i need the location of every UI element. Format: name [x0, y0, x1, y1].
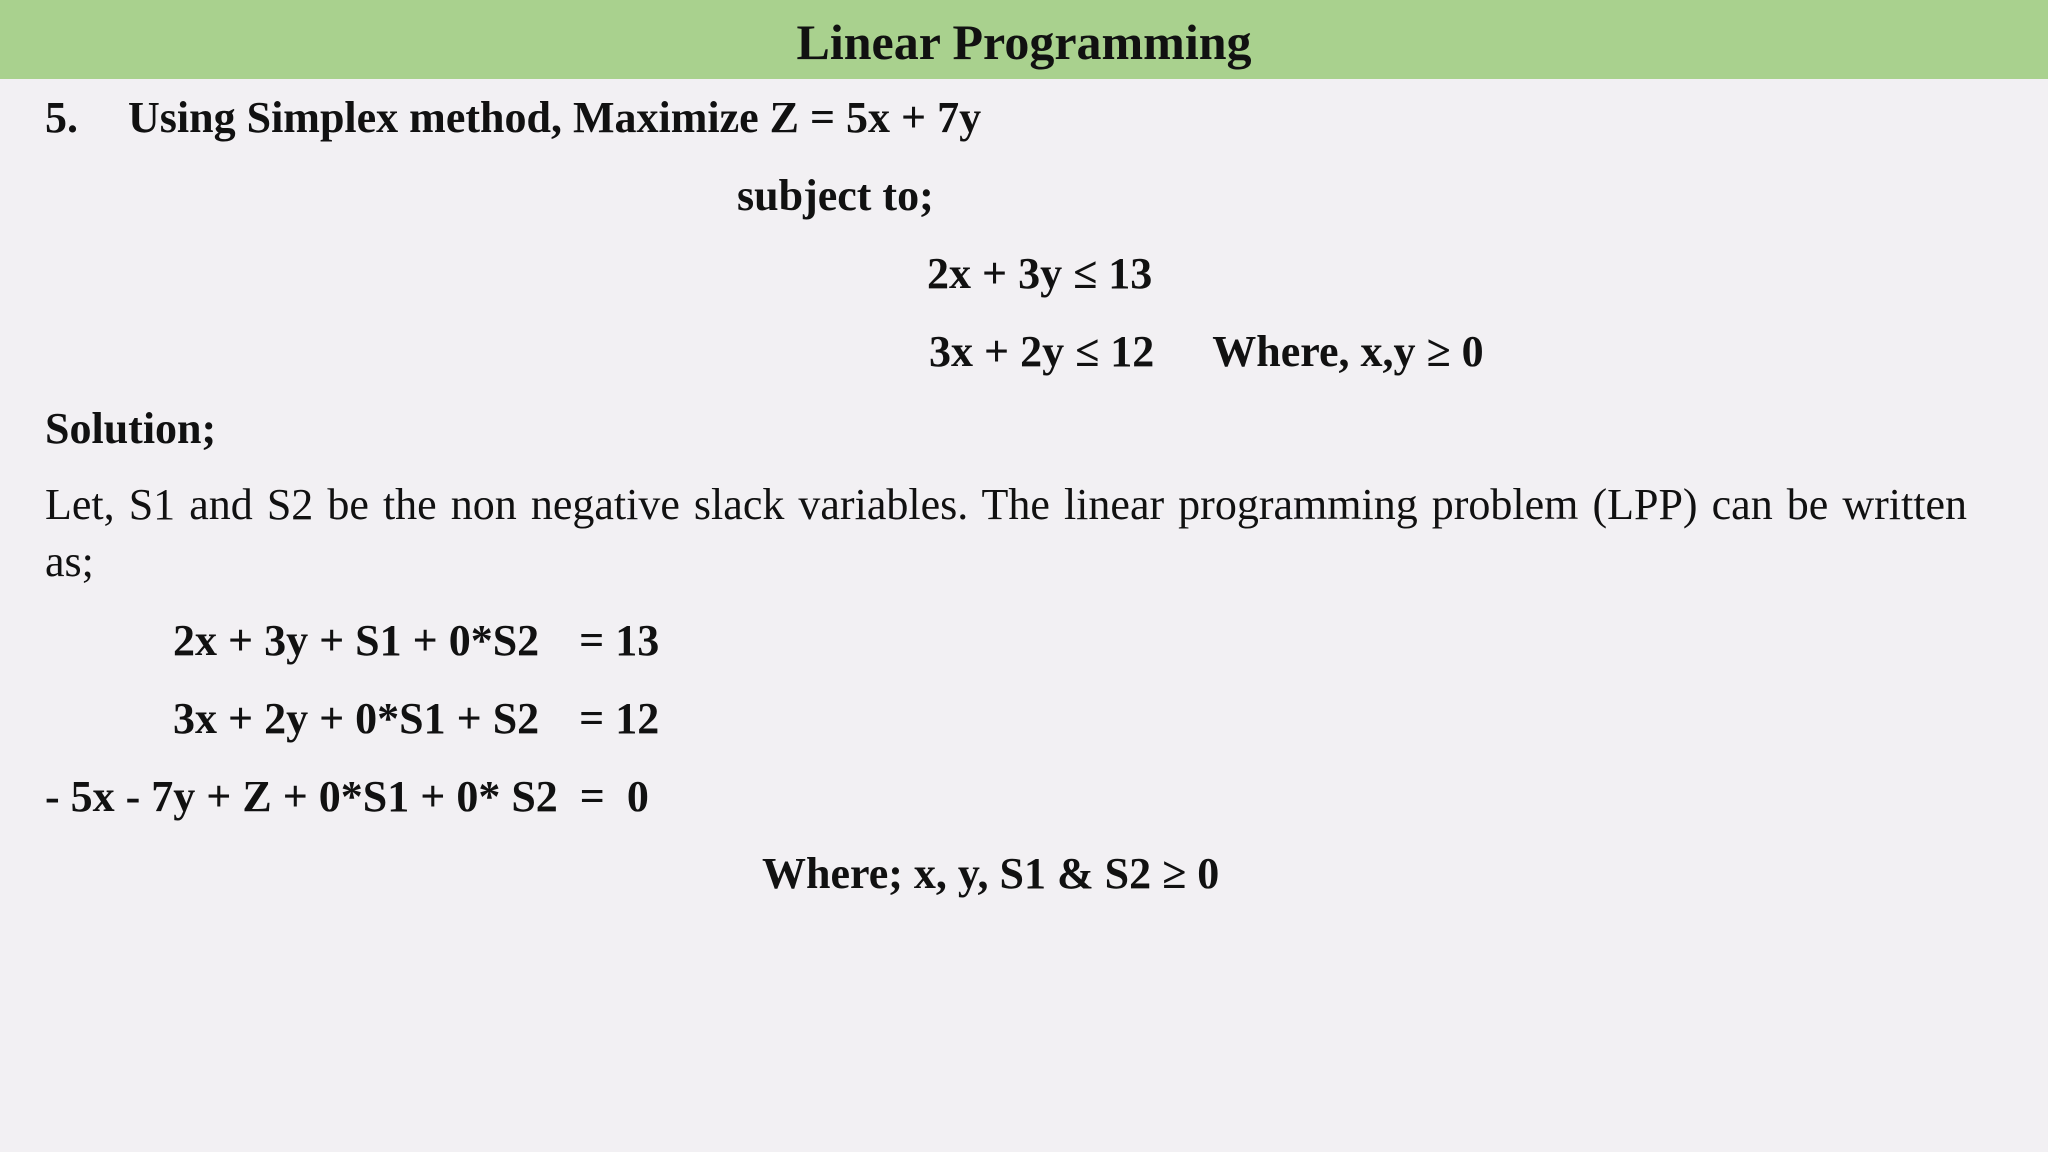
- problem-statement-line: [45, 92, 981, 144]
- non-negativity-condition: Where, x,y ≥ 0: [1212, 327, 1484, 376]
- objective-equation: - 5x - 7y + Z + 0*S1 + 0* S2 = 0: [45, 772, 649, 821]
- equation-1-lhs: 2x + 3y + S1 + 0*S2: [173, 616, 540, 665]
- constraint-2: 3x + 2y ≤ 12: [929, 327, 1155, 376]
- equation-2: [173, 693, 659, 745]
- solution-heading: Solution;: [45, 404, 217, 453]
- equation-2-rhs: = 12: [579, 694, 660, 743]
- slide-title: Linear Programming: [796, 14, 1252, 70]
- equation-2-lhs: 3x + 2y + 0*S1 + S2: [173, 694, 540, 743]
- constraint-1: 2x + 3y ≤ 13: [927, 249, 1153, 298]
- equation-1: [173, 615, 659, 667]
- equation-1-rhs: = 13: [579, 616, 660, 665]
- variables-non-negativity: Where; x, y, S1 & S2 ≥ 0: [762, 849, 1220, 898]
- subject-to-label: subject to;: [737, 171, 934, 220]
- problem-statement: Using Simplex method, Maximize Z = 5x + 7y: [128, 93, 982, 142]
- solution-intro-paragraph: Let, S1 and S2 be the non negative slack variables. The linear programming problem (LPP) can be written as;: [45, 480, 1967, 586]
- constraint-2-line: [929, 326, 1484, 378]
- problem-number: 5.: [45, 93, 78, 142]
